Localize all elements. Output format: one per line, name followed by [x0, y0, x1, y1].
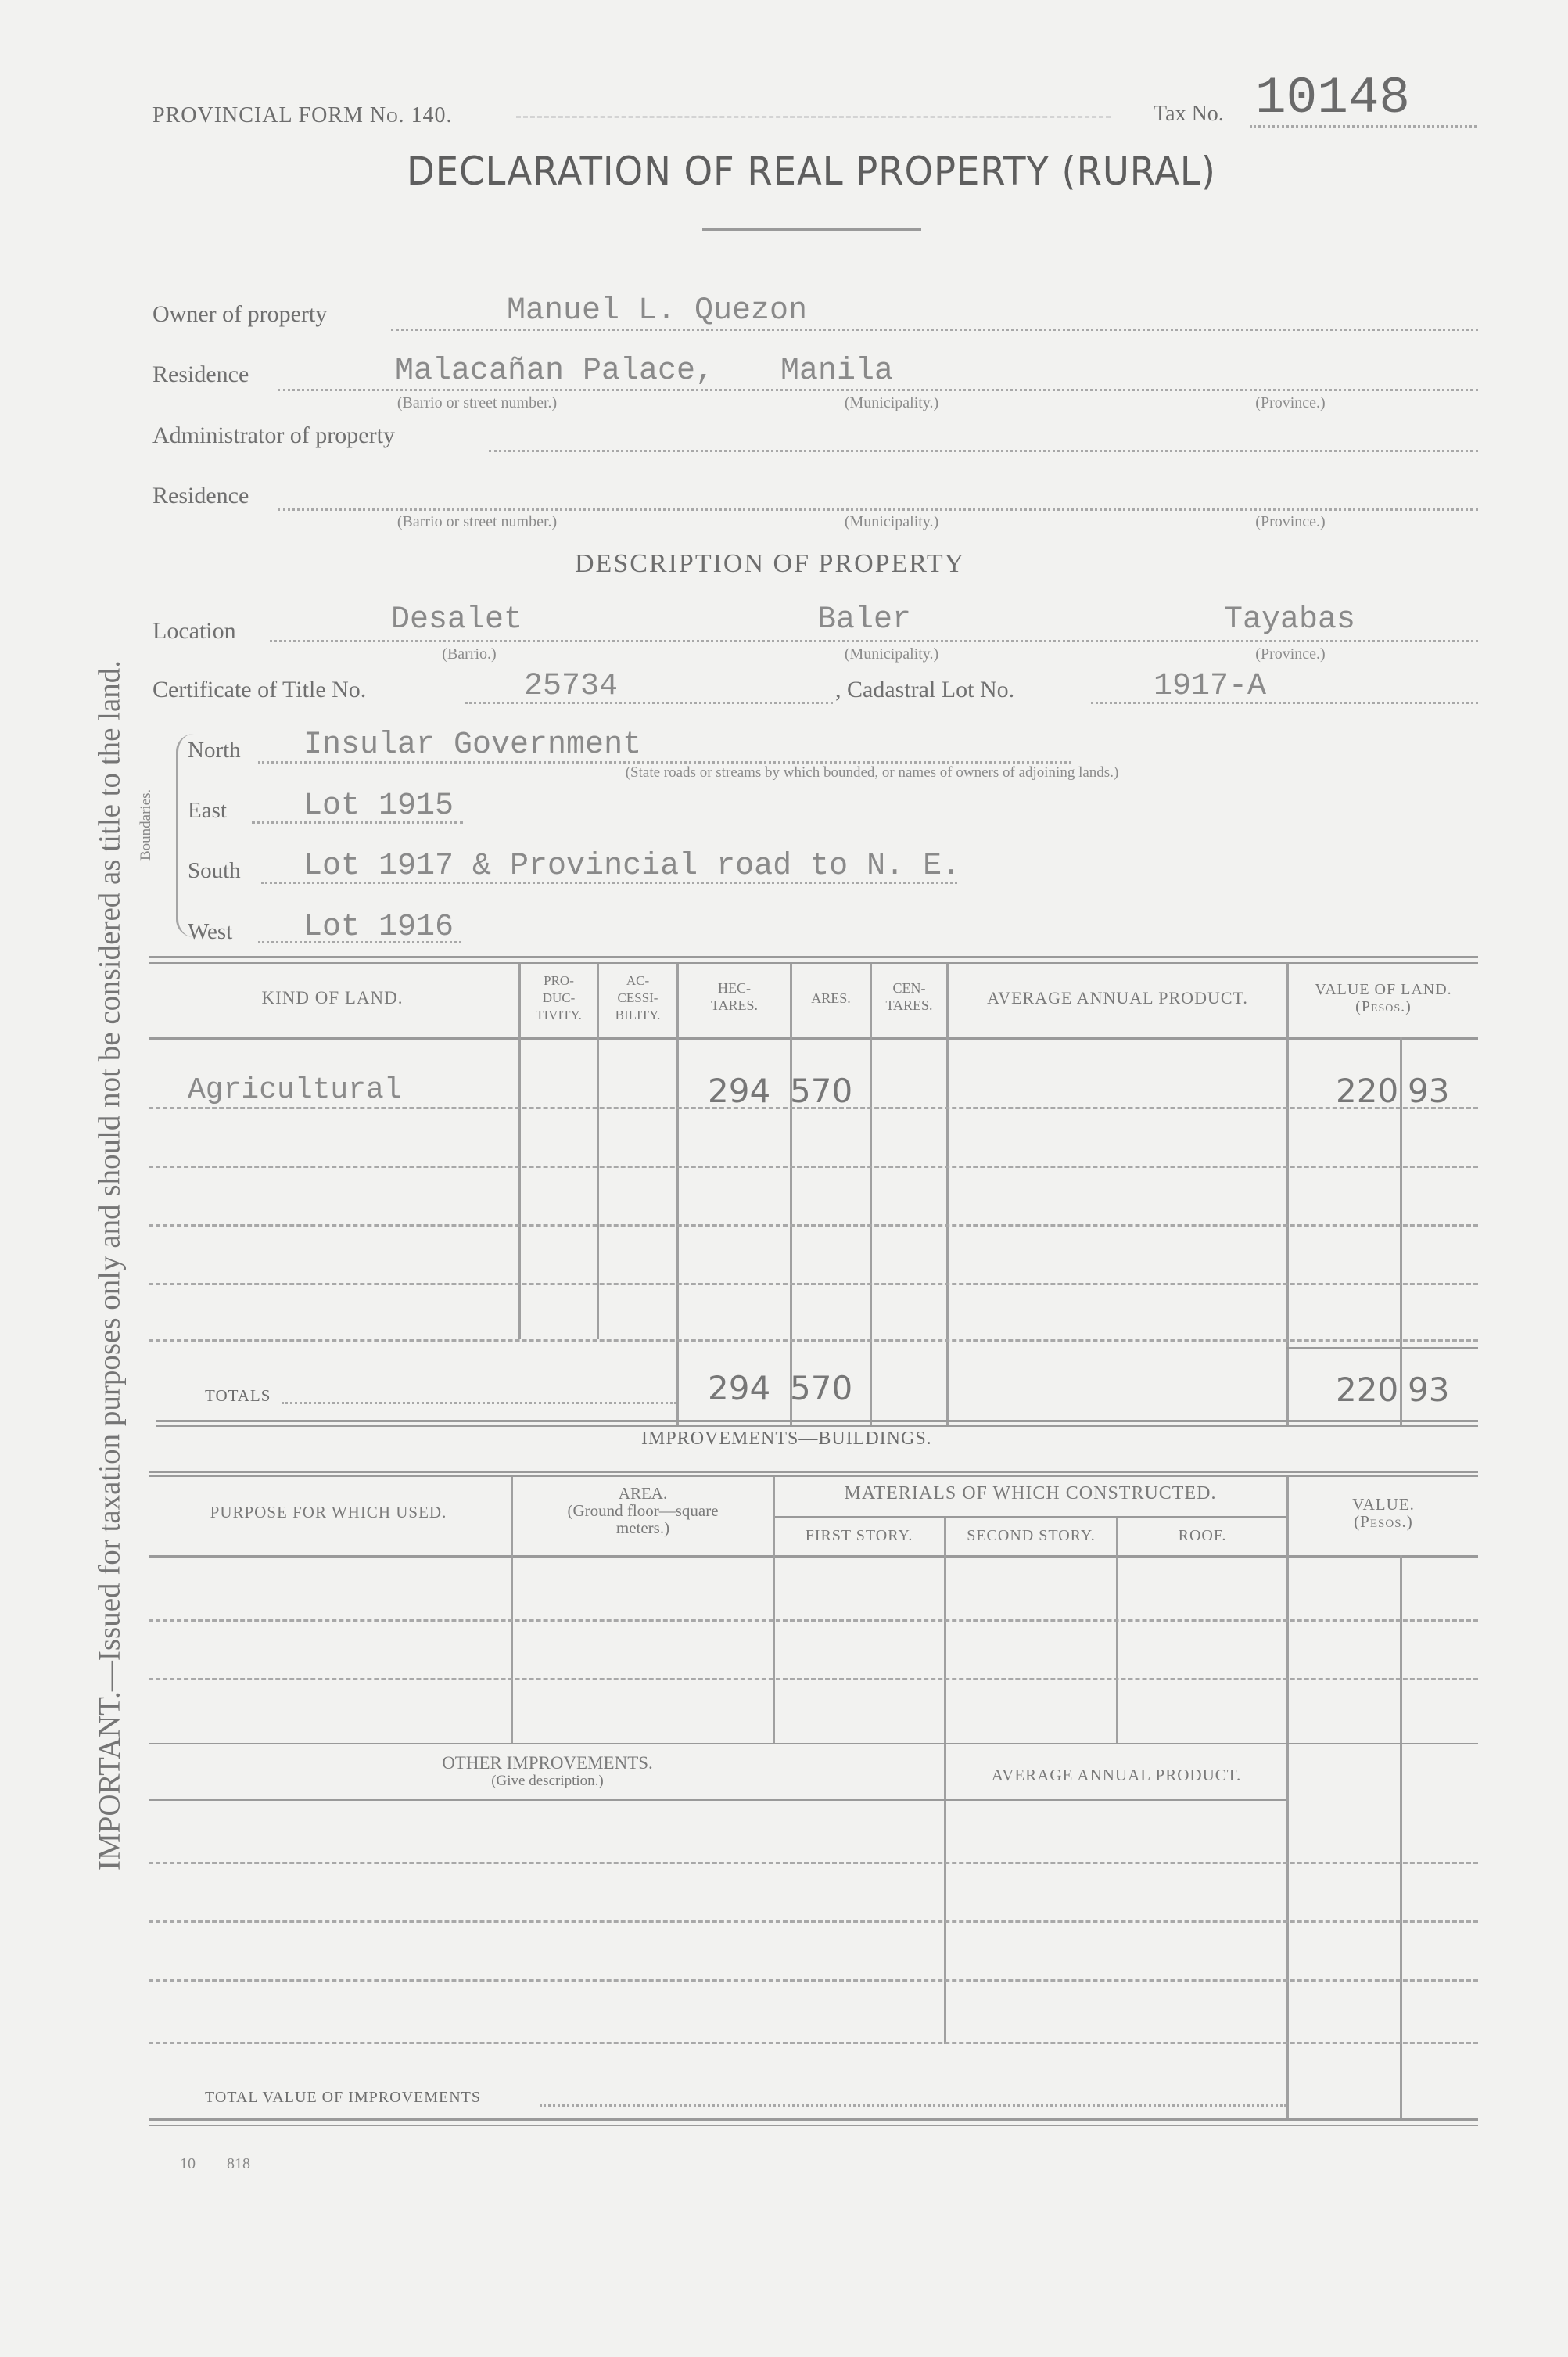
other-average-product-header: AVERAGE ANNUAL PRODUCT. [991, 1766, 1242, 1784]
col-materials-header: MATERIALS OF WHICH CONSTRUCTED. [844, 1483, 1217, 1504]
col-purpose-header: PURPOSE FOR WHICH USED. [210, 1503, 447, 1522]
north-label: North [188, 738, 241, 763]
residence-label: Residence [152, 361, 249, 387]
location-barrio: Desalet [391, 602, 523, 638]
east-value: Lot 1915 [303, 789, 454, 824]
row-kind: Agricultural [188, 1073, 402, 1107]
total-ares: 570 [790, 1369, 853, 1407]
south-value: Lot 1917 & Provincial road to N. E. [303, 849, 961, 884]
total-hectares: 294 [708, 1369, 771, 1407]
caption-municipality-2: (Municipality.) [844, 513, 939, 530]
col-accessibility-header: AC- CESSI- BILITY. [615, 973, 661, 1022]
caption-province-2: (Province.) [1255, 513, 1326, 530]
totals-label: TOTALS [205, 1386, 271, 1405]
col-ares-header: ARES. [811, 990, 851, 1006]
col-value-header: VALUE OF LAND. (Pesos.) [1315, 981, 1452, 1015]
caption-province-3: (Province.) [1255, 645, 1326, 663]
title-label: Certificate of Title No. [152, 677, 367, 702]
col-centares-header: CEN- TARES. [885, 980, 933, 1013]
row-value-cents: 93 [1408, 1072, 1450, 1110]
tax-label: Tax No. [1154, 102, 1224, 126]
col-second-story-header: SECOND STORY. [967, 1527, 1096, 1544]
caption-province: (Province.) [1255, 394, 1326, 411]
total-improvements-label: TOTAL VALUE OF IMPROVEMENTS [205, 2089, 482, 2106]
total-value-cents: 93 [1408, 1371, 1450, 1409]
caption-municipality-3: (Municipality.) [844, 645, 939, 663]
col-roof-header: ROOF. [1178, 1527, 1227, 1544]
total-value-pesos: 220 [1336, 1371, 1399, 1409]
title-number: 25734 [524, 669, 619, 704]
tax-number: 10148 [1255, 69, 1411, 128]
caption-municipality: (Municipality.) [844, 394, 939, 411]
side-important-note: IMPORTANT.—Issued for taxation purposes only and should not be considered as title to the land. [92, 659, 127, 1871]
south-label: South [188, 858, 241, 883]
col-hectares-header: HEC- TARES. [710, 980, 759, 1013]
west-value: Lot 1916 [303, 910, 454, 945]
row-hectares: 294 [708, 1072, 771, 1110]
other-improvements-header: OTHER IMPROVEMENTS. [442, 1753, 653, 1773]
location-province: Tayabas [1224, 602, 1356, 638]
form-code: 10——818 [180, 2155, 250, 2172]
description-heading: DESCRIPTION OF PROPERTY [575, 549, 966, 578]
caption-barrio-street-2: (Barrio or street number.) [396, 513, 558, 530]
cadastral-number: 1917-A [1154, 669, 1267, 704]
west-label: West [188, 919, 233, 944]
location-label: Location [152, 618, 236, 644]
col-kind-header: KIND OF LAND. [261, 988, 404, 1008]
boundaries-label: Boundaries. [138, 789, 154, 861]
residence-barrio: Malacañan Palace, [395, 354, 715, 389]
col-productivity-header: PRO- DUC- TIVITY. [536, 973, 582, 1022]
location-municipality: Baler [817, 602, 912, 638]
row-value-pesos: 220 [1336, 1072, 1399, 1110]
col-first-story-header: FIRST STORY. [805, 1527, 913, 1544]
cadastral-label: , Cadastral Lot No. [835, 677, 1015, 702]
form-number: PROVINCIAL FORM No. 140. [152, 103, 453, 128]
row-ares: 570 [790, 1072, 853, 1110]
owner-label: Owner of property [152, 301, 328, 327]
residence2-label: Residence [152, 483, 249, 508]
caption-barrio-street: (Barrio or street number.) [396, 394, 558, 411]
page-title: DECLARATION OF REAL PROPERTY (RURAL) [407, 149, 1216, 194]
north-value: Insular Government [303, 728, 642, 763]
caption-barrio: (Barrio.) [442, 645, 497, 663]
other-improvements-sub: (Give description.) [491, 1773, 604, 1789]
col-area-header: AREA. (Ground floor—square meters.) [567, 1484, 719, 1537]
improvements-heading: IMPROVEMENTS—BUILDINGS. [641, 1428, 932, 1449]
col-value-pesos-header: VALUE. (Pesos.) [1352, 1495, 1415, 1531]
boundary-note: (State roads or streams by which bounded, or names of owners of adjoining lands.) [625, 764, 1119, 781]
owner-value: Manuel L. Quezon [507, 293, 808, 329]
residence-municipality: Manila [780, 354, 894, 389]
east-label: East [188, 798, 227, 823]
administrator-label: Administrator of property [152, 422, 395, 448]
col-average-product-header: AVERAGE ANNUAL PRODUCT. [987, 988, 1248, 1008]
